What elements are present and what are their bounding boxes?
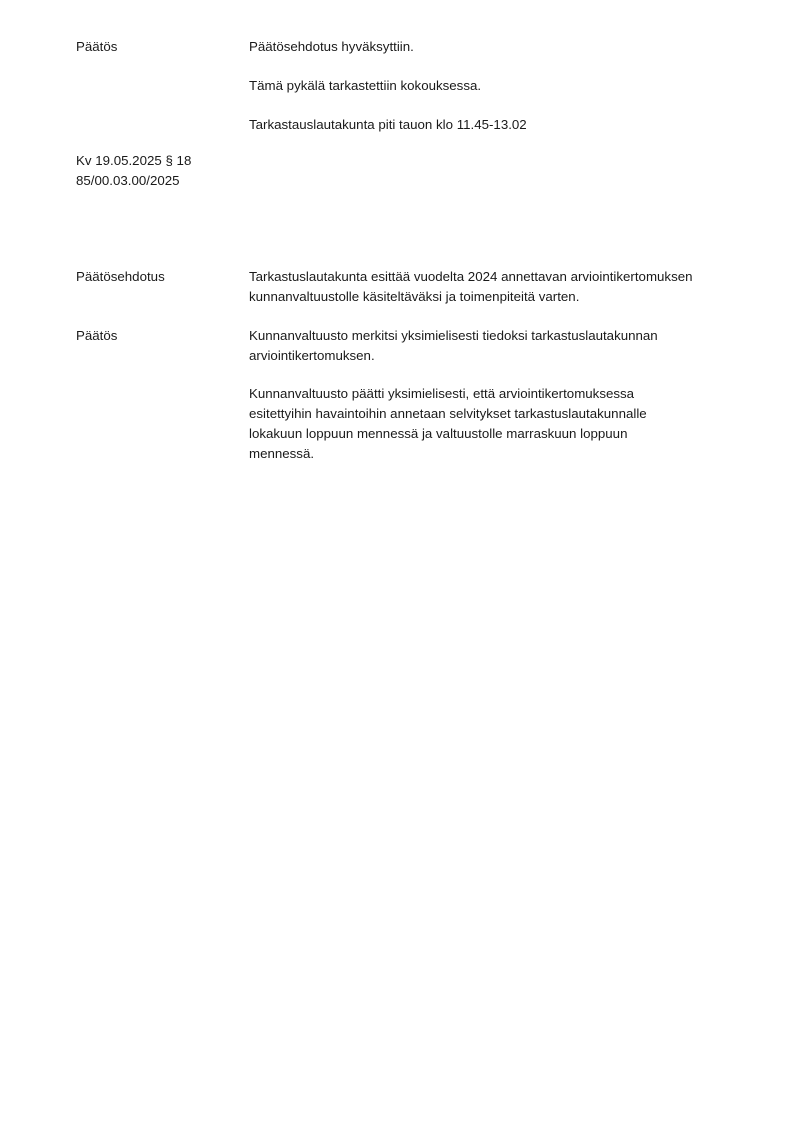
meeting-reference: Kv 19.05.2025 § 18 bbox=[76, 153, 192, 168]
council-decision-label: Päätös bbox=[76, 328, 118, 343]
council-decided-text: Kunnanvaltuusto päätti yksimielisesti, että arviointikertomuksessa esitettyihin havaintoihin annetaan selvitykset tarkastuslautakunnalle lokakuun loppuun mennessä ja valtuustolle marraskuun loppuun mennessä. bbox=[249, 386, 647, 461]
record-number: 85/00.03.00/2025 bbox=[76, 173, 180, 188]
decision-label: Päätös bbox=[76, 39, 118, 54]
decision-reviewed-text: Tämä pykälä tarkastettiin kokouksessa. bbox=[249, 78, 482, 93]
decision-approved-text: Päätösehdotus hyväksyttiin. bbox=[249, 39, 414, 54]
proposal-label: Päätösehdotus bbox=[76, 269, 165, 284]
council-noted-text: Kunnanvaltuusto merkitsi yksimielisesti tiedoksi tarkastuslautakunnan arviointikertomuksen. bbox=[249, 328, 658, 363]
decision-break-text: Tarkastauslautakunta piti tauon klo 11.45-13.02 bbox=[249, 117, 527, 132]
proposal-text: Tarkastuslautakunta esittää vuodelta 2024 annettavan arviointikertomuksen kunnanvaltuustolle käsiteltäväksi ja toimenpiteitä varten. bbox=[249, 269, 693, 304]
